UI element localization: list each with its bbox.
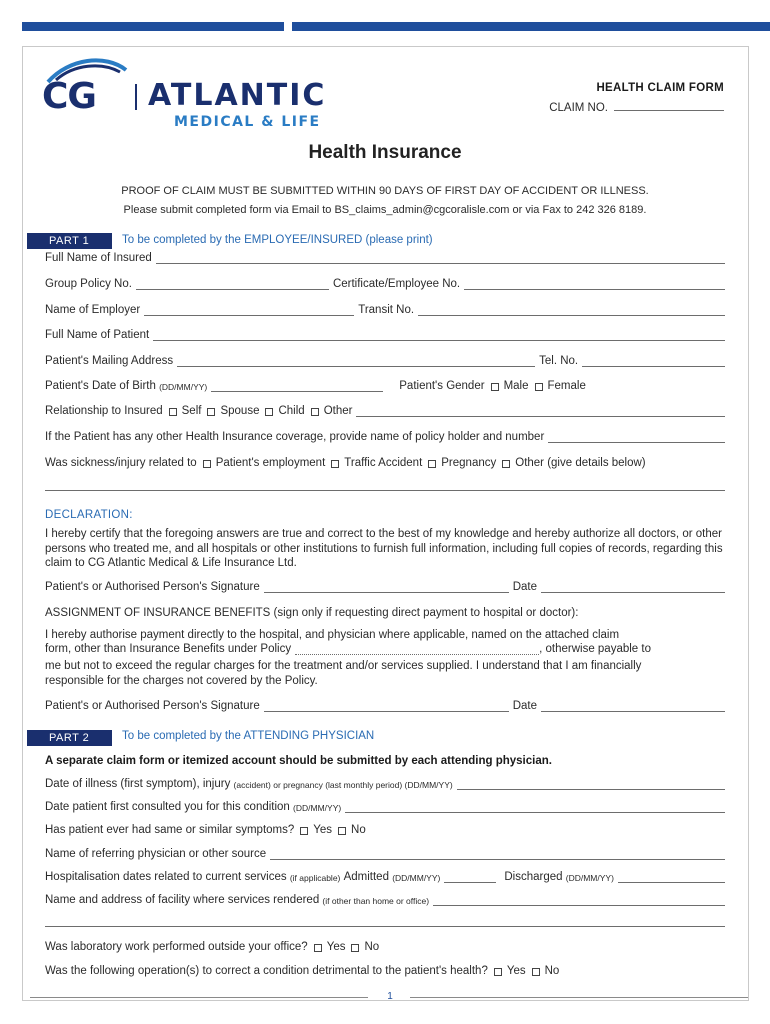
- similar-symptoms-row[interactable]: Has patient ever had same or similar symptoms? Yes No: [45, 824, 366, 836]
- top-accent-bar-left: [22, 22, 284, 31]
- related-employment-checkbox[interactable]: [203, 460, 211, 468]
- relationship-self-checkbox[interactable]: [169, 408, 177, 416]
- document-title: Health Insurance: [308, 142, 462, 163]
- part2-tag: PART 2: [27, 730, 112, 746]
- declaration-text: I hereby certify that the foregoing answers are true and correct to the best of my knowledge and hereby authorize all doctors, or other persons who treated me, and all hospitals or other institutions to furnish full information, including full copies of records, regarding this claim to CG Atlantic Medical & Life Insurance Ltd.: [45, 528, 723, 569]
- part2-description: To be completed by the ATTENDING PHYSICIAN: [122, 730, 375, 742]
- facility-row[interactable]: Name and address of facility where services rendered (if other than home or office): [45, 894, 725, 906]
- gender-male-checkbox[interactable]: [491, 383, 499, 391]
- full-name-insured-field[interactable]: Full Name of Insured: [45, 252, 725, 264]
- logo-atlantic: ATLANTIC: [148, 78, 327, 113]
- illness-date-row[interactable]: Date of illness (first symptom), injury (accident) or pregnancy (last monthly period) (DD/MM/YY): [45, 778, 725, 790]
- declaration-signature-row[interactable]: Patient's or Authorised Person's Signature Date: [45, 581, 725, 593]
- relationship-other-checkbox[interactable]: [311, 408, 319, 416]
- similar-no-checkbox[interactable]: [338, 827, 346, 835]
- operation-no-checkbox[interactable]: [532, 968, 540, 976]
- lab-no-checkbox[interactable]: [351, 944, 359, 952]
- operation-yes-checkbox[interactable]: [494, 968, 502, 976]
- company-logo: [42, 56, 362, 136]
- employer-row[interactable]: Name of Employer Transit No.: [45, 304, 725, 316]
- claim-no-field[interactable]: CLAIM NO.: [549, 101, 724, 114]
- assignment-text-4: responsible for the charges not covered by the Policy.: [45, 675, 318, 687]
- sickness-related-row[interactable]: Was sickness/injury related to Patient's employment Traffic Accident Pregnancy Other (give details below): [45, 457, 646, 469]
- operation-row[interactable]: Was the following operation(s) to correct a condition detrimental to the patient's health? Yes No: [45, 965, 560, 977]
- form-title: HEALTH CLAIM FORM: [596, 82, 724, 94]
- similar-yes-checkbox[interactable]: [300, 827, 308, 835]
- assignment-heading: ASSIGNMENT OF INSURANCE BENEFITS (sign only if requesting direct payment to hospital or doctor):: [45, 607, 579, 619]
- logo-cg: CG: [42, 76, 96, 117]
- submission-instructions: Please submit completed form via Email to BS_claims_admin@cgcoralisle.com or via Fax to 242 326 8189.: [123, 204, 647, 216]
- hospitalisation-dates-row[interactable]: Hospitalisation dates related to current services (if applicable) Admitted (DD/MM/YY) Discharged (DD/MM/YY): [45, 871, 725, 883]
- gender-female-checkbox[interactable]: [535, 383, 543, 391]
- referring-physician-row[interactable]: Name of referring physician or other source: [45, 848, 725, 860]
- part1-tag: PART 1: [27, 233, 112, 249]
- logo-medical-life: MEDICAL & LIFE: [174, 114, 321, 130]
- logo-divider: [135, 84, 137, 110]
- other-coverage-row[interactable]: If the Patient has any other Health Insurance coverage, provide name of policy holder and number: [45, 431, 725, 443]
- assignment-text-1: I hereby authorise payment directly to the hospital, and physician where applicable, named on the attached claim: [45, 629, 620, 641]
- full-name-patient-field[interactable]: Full Name of Patient: [45, 329, 725, 341]
- part1-description: To be completed by the EMPLOYEE/INSURED (please print): [122, 234, 433, 246]
- related-pregnancy-checkbox[interactable]: [428, 460, 436, 468]
- related-other-checkbox[interactable]: [502, 460, 510, 468]
- top-accent-bar-right: [292, 22, 770, 31]
- submission-deadline-notice: PROOF OF CLAIM MUST BE SUBMITTED WITHIN 90 DAYS OF FIRST DAY OF ACCIDENT OR ILLNESS.: [121, 185, 649, 197]
- mailing-address-row[interactable]: Patient's Mailing Address Tel. No.: [45, 355, 725, 367]
- facility-address-line[interactable]: [45, 926, 725, 927]
- relationship-spouse-checkbox[interactable]: [207, 408, 215, 416]
- footer-rule-left: [30, 997, 368, 998]
- related-traffic-checkbox[interactable]: [331, 460, 339, 468]
- assignment-policy-row[interactable]: form, other than Insurance Benefits under Policy , otherwise payable to: [45, 643, 651, 655]
- claim-no-line[interactable]: [614, 101, 724, 111]
- relationship-child-checkbox[interactable]: [265, 408, 273, 416]
- group-policy-row[interactable]: Group Policy No. Certificate/Employee No.: [45, 278, 725, 290]
- declaration-heading: DECLARATION:: [45, 509, 133, 521]
- first-consult-row[interactable]: Date patient first consulted you for this condition (DD/MM/YY): [45, 801, 725, 813]
- other-details-line[interactable]: [45, 490, 725, 491]
- assignment-text-3: me but not to exceed the regular charges for the treatment and/or services supplied. I understand that I am financially: [45, 660, 642, 672]
- page-number: 1: [387, 991, 393, 1002]
- lab-yes-checkbox[interactable]: [314, 944, 322, 952]
- relationship-row[interactable]: Relationship to Insured Self Spouse Child Other: [45, 405, 725, 417]
- footer-rule-right: [410, 997, 748, 998]
- separate-claim-note: A separate claim form or itemized account should be submitted by each attending physician.: [45, 755, 552, 767]
- assignment-signature-row[interactable]: Patient's or Authorised Person's Signature Date: [45, 700, 725, 712]
- dob-gender-row[interactable]: Patient's Date of Birth (DD/MM/YY) Patient's Gender Male Female: [45, 380, 586, 392]
- lab-work-row[interactable]: Was laboratory work performed outside your office? Yes No: [45, 941, 380, 953]
